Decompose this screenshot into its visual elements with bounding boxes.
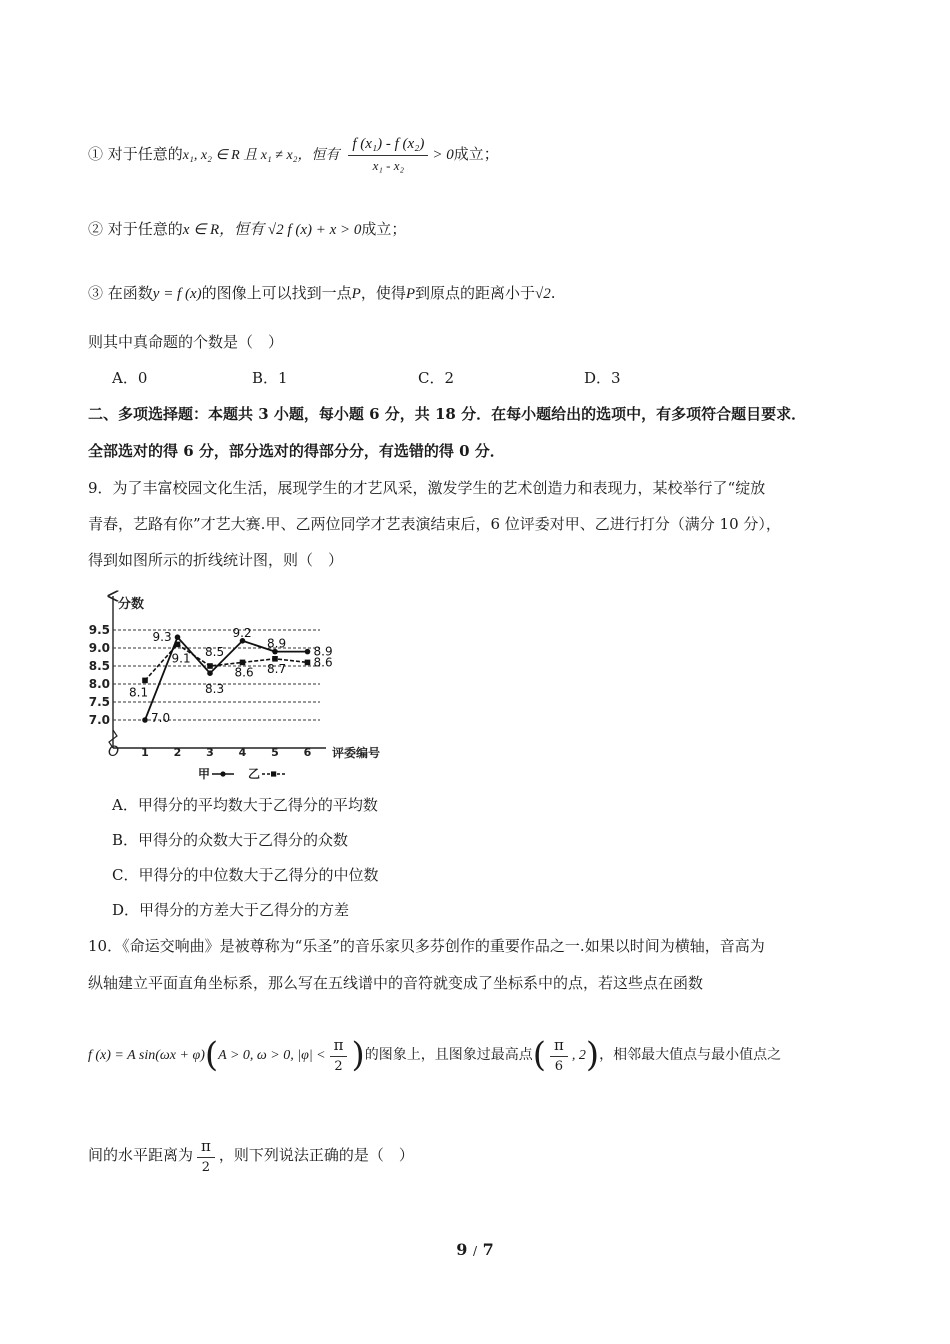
x-axis-label: 评委编号 [332,746,381,760]
q8-question: 则其中真命题的个数是（ ） [88,333,284,351]
statement-3 [88,282,556,303]
data-point [207,670,213,676]
data-label: 9.3 [152,630,172,645]
data-label: 8.6 [234,665,254,680]
q8-option-b: B．1 [252,369,288,387]
q9-option-c: C．甲得分的中位数大于乙得分的中位数 [112,866,379,884]
sqrt-two: √2 [535,286,551,302]
page-separator: / [472,1244,478,1258]
q9-option-a: A．甲得分的平均数大于乙得分的平均数 [112,796,378,814]
data-point [272,656,278,662]
statement-1-fraction [348,136,428,174]
legend-marker [271,771,276,776]
pi-over-two [330,1036,348,1074]
q8-option-a: A．0 [112,369,148,387]
right-paren-2: ) [585,1035,600,1075]
data-label: 8.5 [205,645,225,659]
six-denominator: 6 [554,1059,564,1074]
fraction-numerator: f (x₁) - f (x₂) [348,136,428,156]
point-y: , 2 [571,1048,586,1063]
q9-line-3: 得到如图所示的折线统计图，则（ ） [88,551,344,569]
data-point [142,678,148,684]
fraction-denominator: x₁ - x₂ [372,158,405,173]
pi-over-six [550,1036,568,1074]
statement-3-mid3: 到原点的距离小于 [415,284,536,302]
q9-option-b: B．甲得分的众数大于乙得分的众数 [112,831,349,849]
q10-function: f (x) = A sin(ωx + φ) [88,1048,205,1063]
statement-1-end: 成立； [453,145,499,163]
statement-3-prefix: ③ 在函数 [88,284,153,302]
q9-option-d: D．甲得分的方差大于乙得分的方差 [112,901,350,919]
statement-2-end: 成立； [361,220,407,238]
statement-1-inequality: > 0 [432,147,454,163]
data-point [305,660,311,666]
q10-condition: A > 0, ω > 0, |φ| < [218,1048,326,1063]
data-point [142,717,148,723]
statement-2 [88,218,406,239]
pi-numerator: π [330,1036,348,1057]
point-p: P [351,286,361,302]
pi-over-two-2 [197,1137,215,1175]
page-number [0,1240,950,1259]
y-tick-label: 8.5 [88,659,110,673]
q10-mid: 的图象上，且图象过最高点 [364,1047,533,1063]
data-point [175,634,181,640]
data-label: 8.1 [129,685,149,700]
legend-marker [220,771,225,776]
data-label: 8.9 [267,636,287,651]
point-p-2: P [405,286,416,302]
data-point [207,663,213,669]
right-paren: ) [351,1035,365,1075]
y-tick-label: 9.0 [88,641,110,655]
q9-line-1: 9．为了丰富校园文化生活，展现学生的才艺风采，激发学生的艺术创造力和表现力，某校举行了“绽放 [88,479,766,497]
statement-2-math: x ∈ R，恒有 √2 f (x) + x > 0 [182,222,362,238]
data-label: 8.3 [205,682,225,697]
x-tick-label: 6 [303,746,312,759]
data-label: 8.9 [313,644,333,659]
y-tick-label: 8.0 [88,677,110,691]
x-tick-label: 3 [206,746,214,759]
data-label: 9.2 [232,625,252,640]
legend-label: 甲 [198,767,211,780]
q10-line-3 [88,1030,781,1080]
y-axis-label: 分数 [118,597,145,612]
section-2-note: 全部选对的得 6 分，部分选对的得部分分，有选错的得 0 分． [88,442,505,460]
data-point [305,649,311,655]
x-tick-label: 2 [173,746,182,759]
y-tick-label: 7.5 [88,695,110,709]
origin-label: O [108,744,120,760]
q10-line-4-suffix: ，则下列说法正确的是（ ） [218,1146,414,1164]
statement-3-mid: 的图像上可以找到一点 [201,284,352,302]
left-paren-2: ( [532,1035,546,1075]
data-point [175,642,181,648]
q10-line-1: 10．《命运交响曲》是被尊称为“乐圣”的音乐家贝多芬创作的重要作品之一.如果以时间为横轴，音高为 [88,937,765,955]
section-2-heading: 二、多项选择题：本题共 3 小题，每小题 6 分，共 18 分．在每小题给出的选项中，有多项符合题目要求． [88,405,807,423]
two-denominator-2: 2 [201,1160,211,1175]
x-tick-label: 5 [271,746,279,759]
data-point [240,660,246,666]
q9-line-2: 青春，艺路有你”才艺大赛.甲、乙两位同学才艺表演结束后，6 位评委对甲、乙进行打分（满分 10 分）， [88,515,781,533]
q10-line-2: 纵轴建立平面直角坐标系，那么写在五线谱中的音符就变成了坐标系中的点，若这些点在函数 [88,974,704,992]
q8-option-c: C．2 [418,369,455,387]
q10-line-4-prefix: 间的水平距离为 [88,1146,194,1164]
x-tick-label: 4 [238,746,247,759]
statement-2-prefix: ② 对于任意的 [88,220,183,238]
statement-1-prefix: ① 对于任意的 [88,145,183,163]
statement-3-mid2: ，使得 [360,284,406,302]
y-tick-label: 9.5 [88,623,110,637]
pi-numerator-2: π [550,1036,568,1057]
statement-3-function: y = f (x) [152,286,202,302]
pi-numerator-3: π [197,1137,215,1158]
data-label: 8.6 [313,655,333,670]
q8-option-d: D．3 [584,369,621,387]
current-page: 9 [456,1240,468,1259]
score-line-chart [88,590,388,780]
left-paren: ( [204,1035,219,1075]
statement-1-vars: x₁, x₂ ∈ R 且 x₁ ≠ x₂，恒有 [182,148,340,163]
y-tick-label: 7.0 [88,713,110,727]
two-denominator: 2 [334,1059,343,1074]
x-tick-label: 1 [141,746,149,759]
data-label: 9.1 [171,651,191,666]
q10-line-4 [88,1130,414,1180]
q10-end: ，相邻最大值点与最小值点之 [599,1047,782,1063]
data-label: 7.0 [151,711,171,725]
total-pages: 7 [482,1240,494,1259]
legend-label: 乙 [248,767,261,780]
data-label: 8.7 [267,661,287,676]
statement-1 [88,128,499,180]
statement-3-end: . [550,284,556,302]
